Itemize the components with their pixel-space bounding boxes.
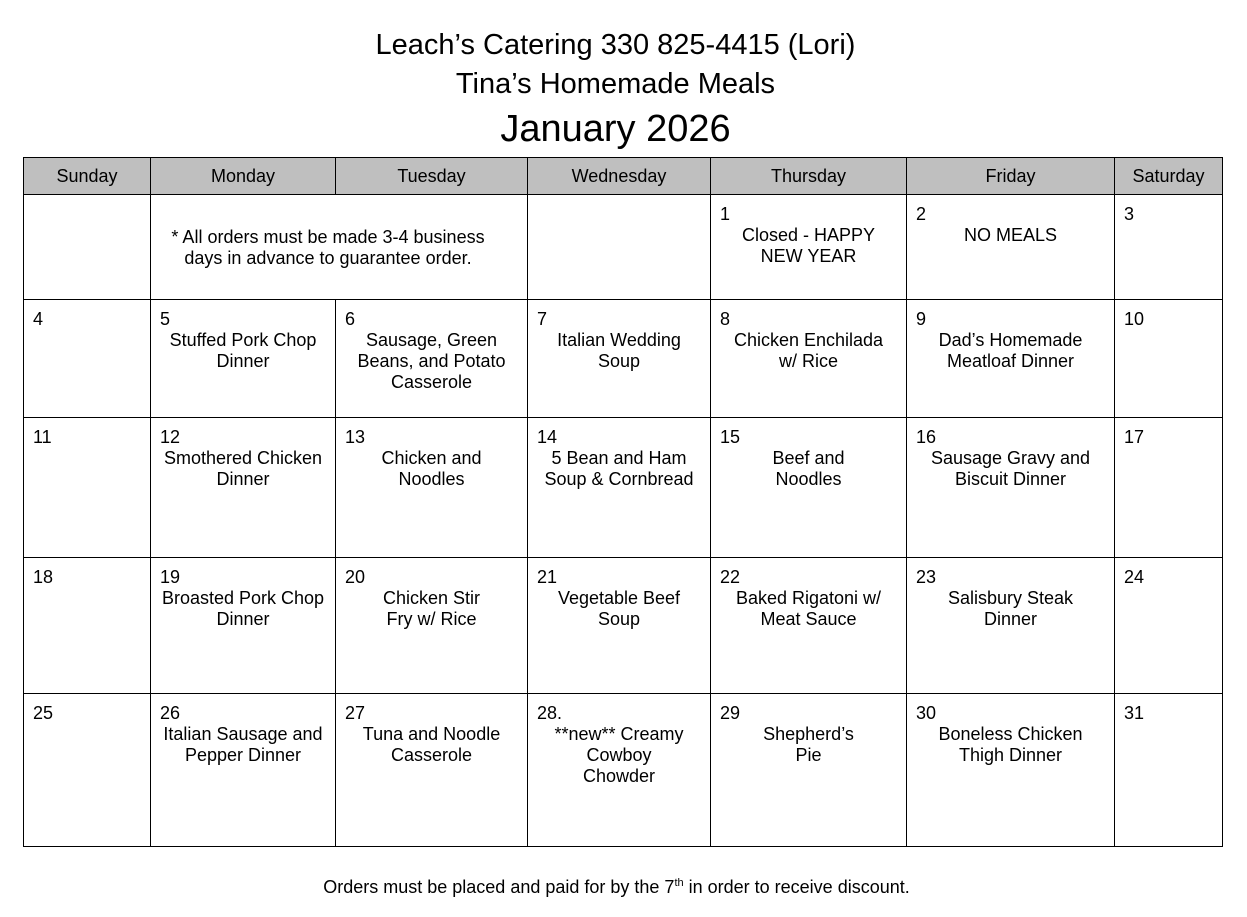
- day-cell: [24, 195, 151, 300]
- footer-text-before: Orders must be placed and paid for by the 7: [323, 877, 675, 897]
- notice-cell: [151, 195, 528, 300]
- week-row: [24, 195, 1223, 300]
- weekday-monday: Monday: [151, 158, 336, 195]
- weekday-header-row: [24, 158, 1223, 195]
- day-number: 6: [345, 309, 356, 329]
- meal-text: Vegetable Beef Soup: [557, 588, 681, 629]
- week-row: [24, 558, 1223, 694]
- order-notice: * All orders must be made 3-4 business days in advance to guarantee order.: [171, 227, 485, 268]
- day-cell: [528, 418, 711, 558]
- day-number: 30: [916, 703, 937, 723]
- day-number: 1: [720, 204, 731, 224]
- day-cell: [24, 558, 151, 694]
- day-cell: [336, 694, 528, 847]
- meal-text: Closed - HAPPY NEW YEAR: [741, 225, 876, 266]
- day-number: 2: [916, 204, 927, 224]
- day-cell: [24, 694, 151, 847]
- day-cell: [711, 694, 907, 847]
- day-cell: [528, 300, 711, 418]
- meal-text: **new** Creamy Cowboy Chowder: [554, 724, 684, 786]
- day-cell: [24, 300, 151, 418]
- weekday-thursday: Thursday: [711, 158, 907, 195]
- day-number: 5: [160, 309, 171, 329]
- week-row: [24, 694, 1223, 847]
- day-cell: [907, 195, 1115, 300]
- meal-text: Beef and Noodles: [772, 448, 845, 489]
- day-number: 13: [345, 427, 366, 447]
- day-number: 19: [160, 567, 181, 587]
- day-number: 16: [916, 427, 937, 447]
- day-number: 9: [916, 309, 927, 329]
- day-number: 24: [1124, 567, 1145, 587]
- day-number: 31: [1124, 703, 1145, 723]
- day-cell: [907, 558, 1115, 694]
- day-cell: [711, 300, 907, 418]
- day-number: 8: [720, 309, 731, 329]
- meal-text: Baked Rigatoni w/ Meat Sauce: [735, 588, 882, 629]
- day-cell: [336, 418, 528, 558]
- meal-text: Chicken and Noodles: [381, 448, 482, 489]
- meal-text: Boneless Chicken Thigh Dinner: [938, 724, 1083, 765]
- meal-text: Shepherd’s Pie: [763, 724, 854, 765]
- meal-text: Salisbury Steak Dinner: [947, 588, 1074, 629]
- day-cell: [24, 418, 151, 558]
- day-number: 18: [33, 567, 54, 587]
- day-number: 21: [537, 567, 558, 587]
- meal-text: Chicken Stir Fry w/ Rice: [382, 588, 481, 629]
- day-cell: [711, 195, 907, 300]
- day-cell: [1115, 300, 1223, 418]
- day-number: 22: [720, 567, 741, 587]
- meal-text: Broasted Pork Chop Dinner: [161, 588, 325, 629]
- meal-text: 5 Bean and Ham Soup & Cornbread: [544, 448, 694, 489]
- footer-superscript: th: [674, 877, 684, 889]
- weekday-sunday: Sunday: [24, 158, 151, 195]
- day-number: 7: [537, 309, 548, 329]
- day-number: 10: [1124, 309, 1145, 329]
- day-number: 3: [1124, 204, 1135, 224]
- day-cell: [711, 558, 907, 694]
- day-number: 12: [160, 427, 181, 447]
- day-cell: [336, 300, 528, 418]
- day-number: 25: [33, 703, 54, 723]
- day-cell: [907, 694, 1115, 847]
- day-cell: [336, 558, 528, 694]
- weekday-tuesday: Tuesday: [336, 158, 528, 195]
- meal-text: Chicken Enchilada w/ Rice: [733, 330, 884, 371]
- day-number: 29: [720, 703, 741, 723]
- day-cell: [1115, 694, 1223, 847]
- day-cell: [528, 195, 711, 300]
- day-number: 27: [345, 703, 366, 723]
- day-cell: [528, 694, 711, 847]
- day-cell: [151, 418, 336, 558]
- meal-text: NO MEALS: [963, 225, 1058, 245]
- week-row: [24, 418, 1223, 558]
- day-number: 14: [537, 427, 558, 447]
- day-number: 11: [33, 427, 52, 447]
- day-number: 26: [160, 703, 181, 723]
- day-cell: [528, 558, 711, 694]
- day-number: 23: [916, 567, 937, 587]
- day-cell: [711, 418, 907, 558]
- meal-text: Italian Sausage and Pepper Dinner: [163, 724, 323, 765]
- day-number: 20: [345, 567, 366, 587]
- day-cell: [151, 694, 336, 847]
- day-cell: [907, 418, 1115, 558]
- weekday-saturday: Saturday: [1115, 158, 1223, 195]
- weekday-friday: Friday: [907, 158, 1115, 195]
- meal-text: Dad’s Homemade Meatloaf Dinner: [938, 330, 1083, 371]
- meal-text: Italian Wedding Soup: [557, 330, 681, 371]
- day-number: 4: [33, 309, 44, 329]
- day-cell: [1115, 558, 1223, 694]
- day-cell: [151, 300, 336, 418]
- meal-text: Tuna and Noodle Casserole: [362, 724, 501, 765]
- meal-text: Stuffed Pork Chop Dinner: [169, 330, 317, 371]
- day-number: 28.: [537, 703, 563, 723]
- day-cell: [151, 558, 336, 694]
- discount-footer-note: [0, 872, 1240, 898]
- day-number: 17: [1124, 427, 1145, 447]
- weekday-wednesday: Wednesday: [528, 158, 711, 195]
- meal-text: Sausage, Green Beans, and Potato Casserole: [357, 330, 506, 392]
- day-cell: [1115, 418, 1223, 558]
- week-row: [24, 300, 1223, 418]
- calendar-grid: [23, 157, 1223, 847]
- calendar-month-title: January 2026: [500, 108, 731, 150]
- meal-service-name: Tina’s Homemade Meals: [455, 68, 776, 100]
- day-number: 15: [720, 427, 741, 447]
- business-name: Leach’s Catering 330 825-4415 (Lori): [375, 29, 856, 61]
- meal-text: Sausage Gravy and Biscuit Dinner: [930, 448, 1091, 489]
- footer-text-after: in order to receive discount.: [683, 877, 910, 897]
- day-cell: [1115, 195, 1223, 300]
- meal-text: Smothered Chicken Dinner: [163, 448, 323, 489]
- day-cell: [907, 300, 1115, 418]
